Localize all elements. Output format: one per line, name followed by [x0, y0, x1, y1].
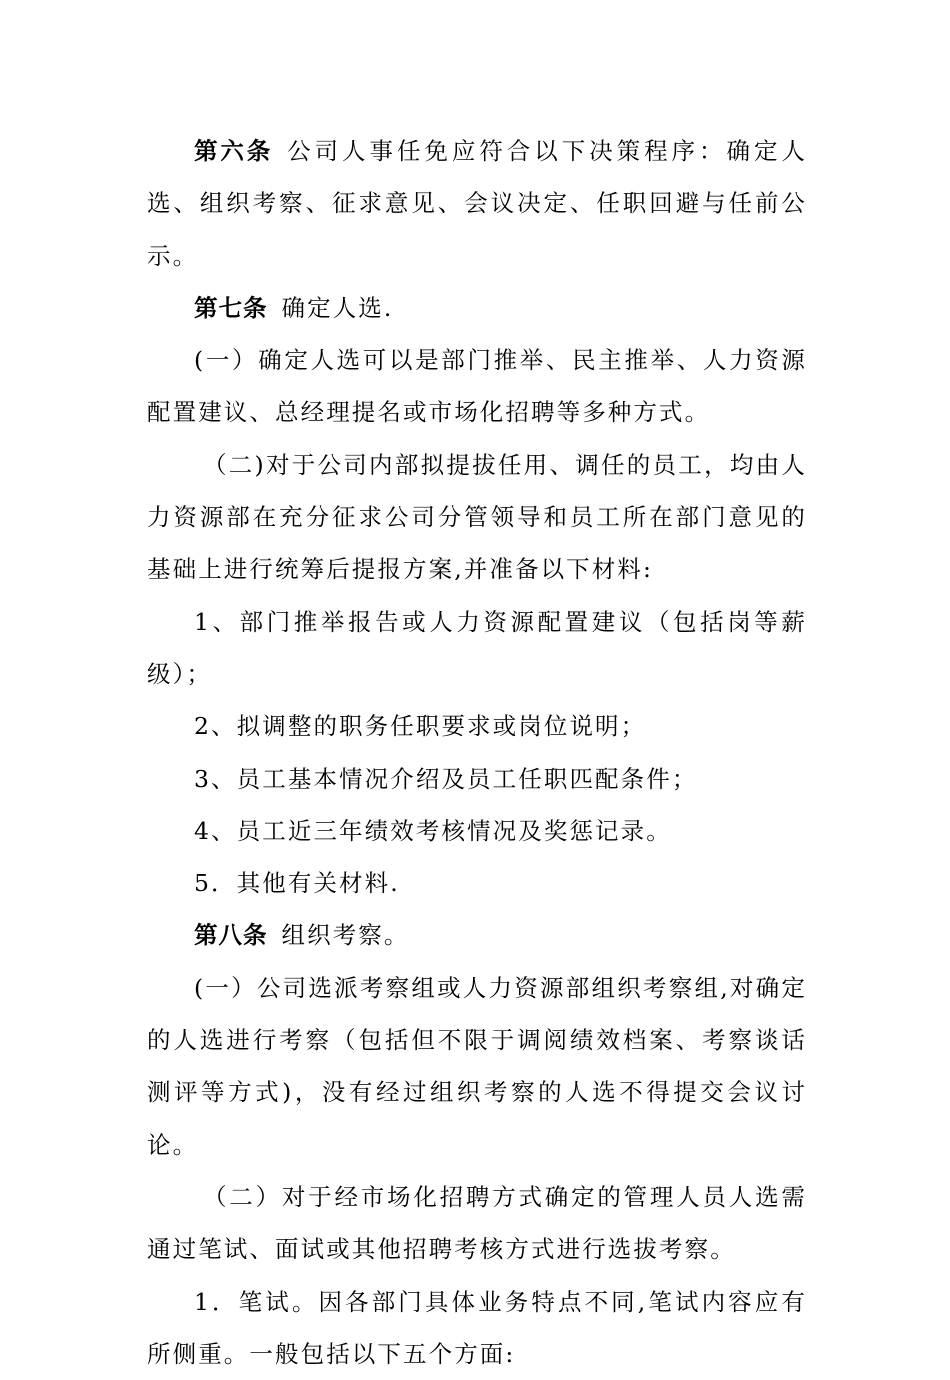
article-8-item-3: 1．笔试。因各部门具体业务特点不同,笔试内容应有所侧重。一般包括以下五个方面: [147, 1287, 807, 1368]
article-8-item-2: （二）对于经市场化招聘方式确定的管理人员人选需通过笔试、面试或其他招聘考核方式进行选拔考察。 [147, 1182, 807, 1264]
article-7-label: 第七条 [194, 293, 268, 322]
article-8-label: 第八条 [194, 921, 268, 950]
article-7-paragraph [147, 282, 807, 334]
article-8-text: 组织考察。 [281, 921, 410, 950]
article-8-item-1: (一）公司选派考察组或人力资源部组织考察组,对确定的人选进行考察（包括但不限于调阅绩效档案、考察谈话测评等方式)，没有经过组织考察的人选不得提交会议讨论。 [147, 973, 807, 1159]
article-7-list-item-2: 2、拟调整的职务任职要求或岗位说明； [194, 712, 647, 741]
article-7-list-item-4: 4、员工近三年绩效考核情况及奖惩记录。 [194, 816, 672, 845]
document-page [147, 125, 807, 1380]
article-8-paragraph [147, 909, 807, 961]
article-7-item-2: （二)对于公司内部拟提拔任用、调任的员工，均由人力资源部在充分征求公司分管领导和员工所在部门意见的基础上进行统筹后提报方案,并准备以下材料: [147, 450, 807, 584]
article-7-text: 确定人选. [281, 293, 394, 322]
article-7-list-item-5: 5．其他有关材料. [194, 869, 400, 898]
article-7-list-item-1: 1、部门推举报告或人力资源配置建议（包括岗等薪级）； [147, 607, 807, 688]
article-7-item-1: (一）确定人选可以是部门推举、民主推举、人力资源配置建议、总经理提名或市场化招聘等多种方式。 [147, 346, 807, 427]
article-6-label: 第六条 [194, 137, 274, 165]
article-6-text: 公司人事任免应符合以下决策程序：确定人选、组织考察、征求意见、会议决定、任职回避与任前公示。 [147, 137, 808, 270]
article-6-paragraph [147, 125, 807, 282]
article-7-list-item-3: 3、员工基本情况介绍及员工任职匹配条件； [194, 764, 698, 793]
